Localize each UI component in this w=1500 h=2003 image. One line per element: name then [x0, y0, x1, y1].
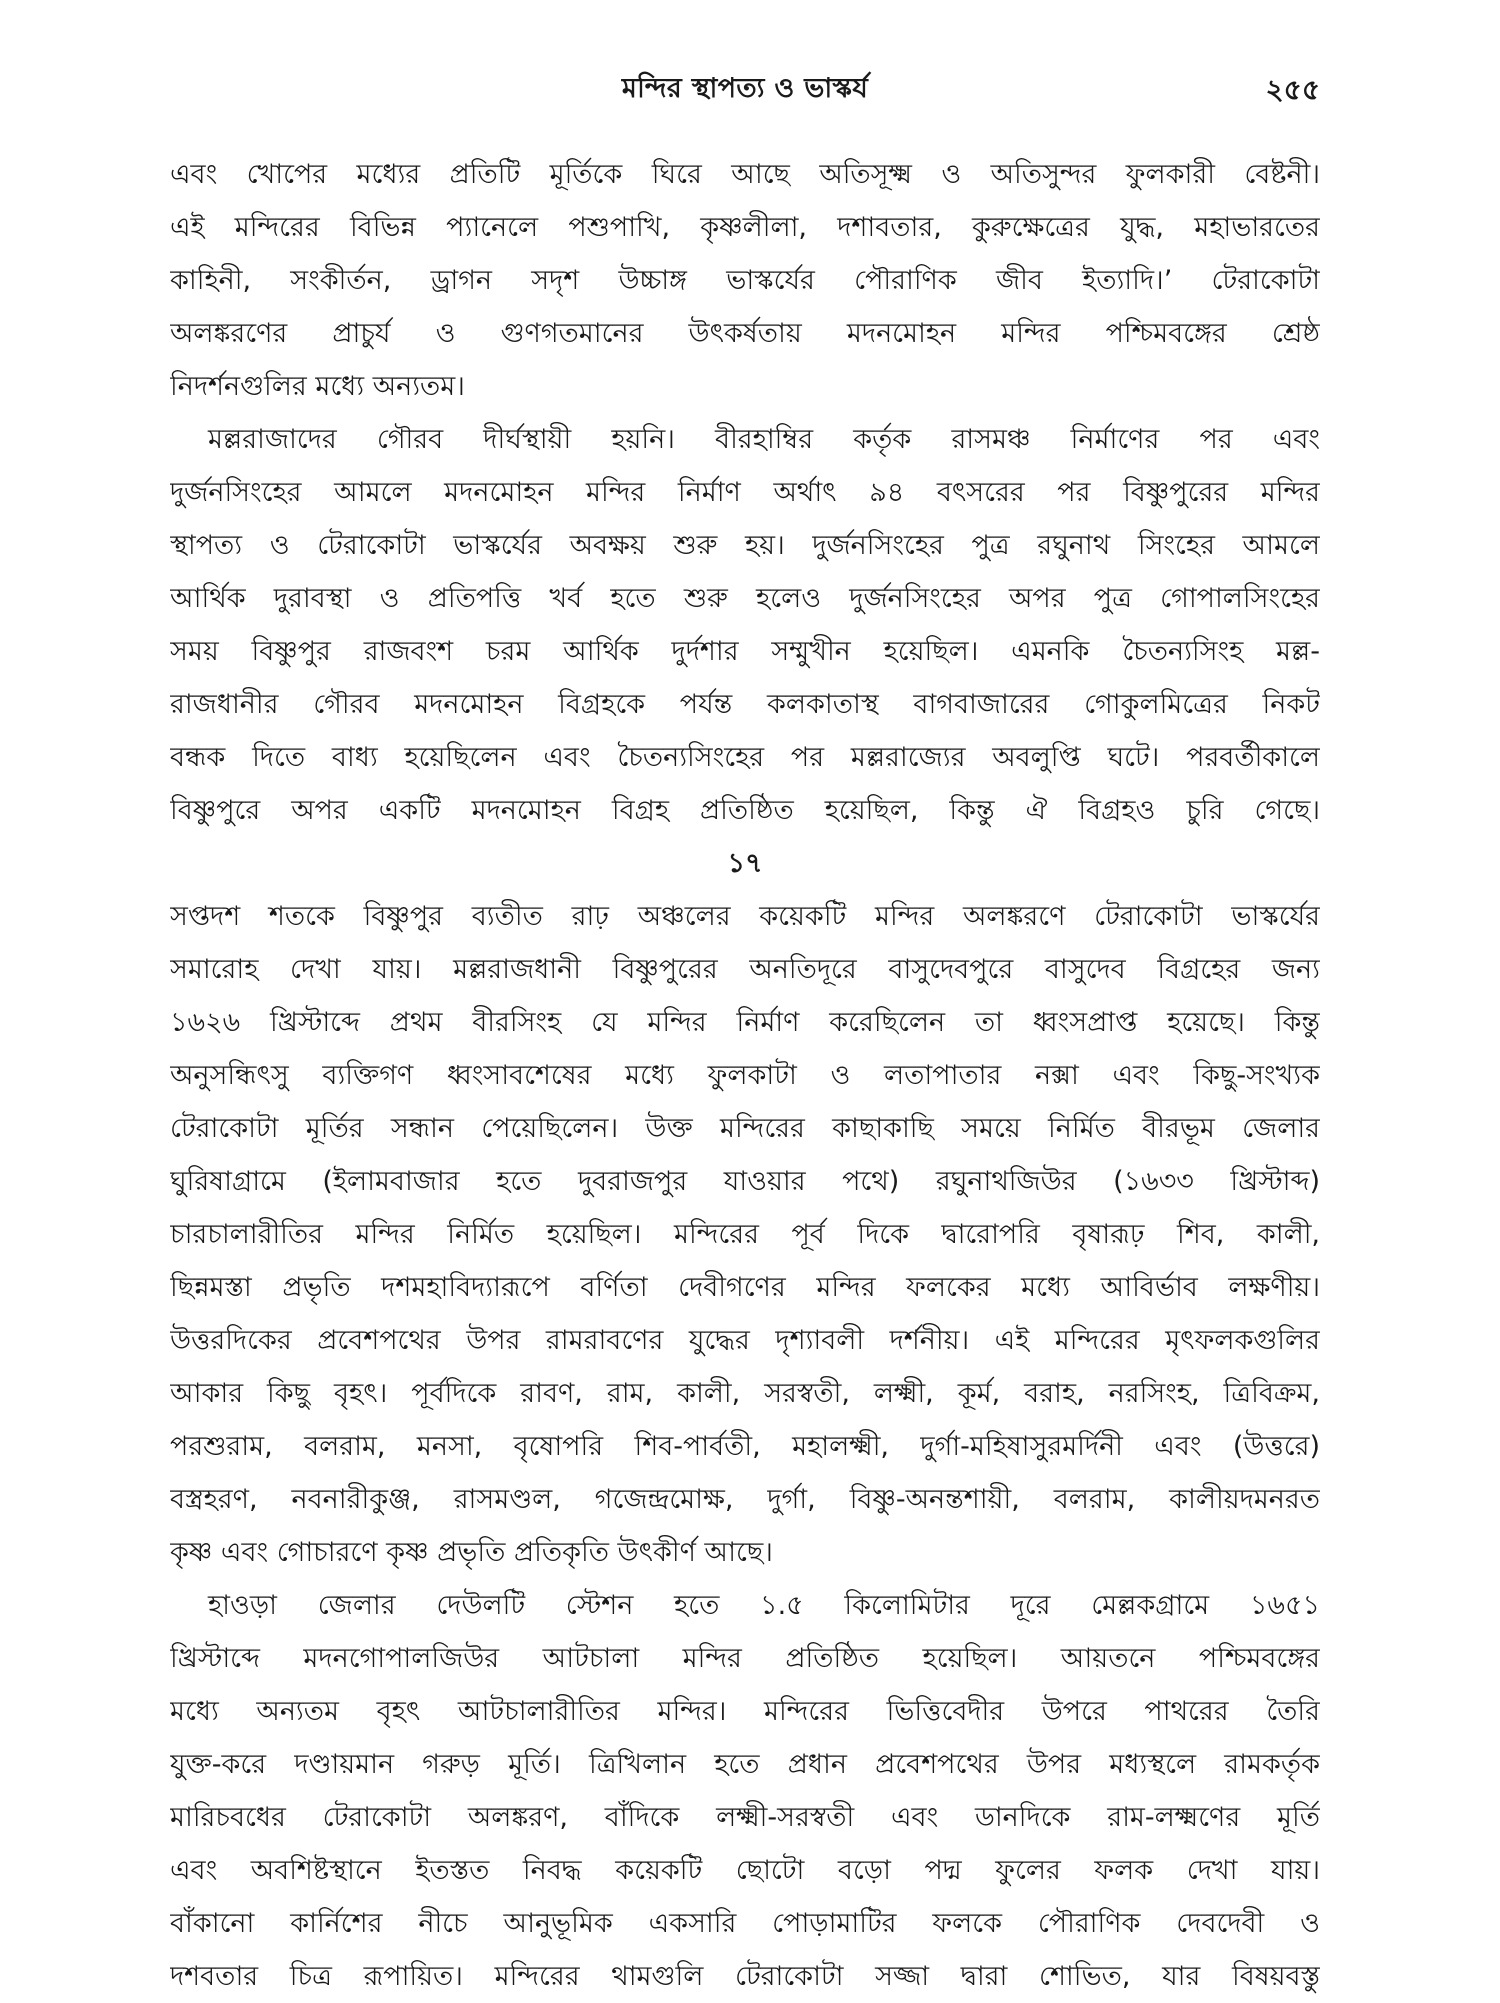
- text-line: সপ্তদশ শতকে বিষ্ণুপুর ব্যতীত রাঢ় অঞ্চলের কয়েকটি মন্দির অলঙ্করণে টেরাকোটা ভাস্কর্যের: [170, 901, 1320, 932]
- text-line: অলঙ্করণের প্রাচুর্য ও গুণগতমানের উৎকর্ষতায় মদনমোহন মন্দির পশ্চিমবঙ্গের শ্রেষ্ঠ: [170, 318, 1320, 349]
- text-line: সমারোহ দেখা যায়। মল্লরাজধানী বিষ্ণুপুরের অনতিদূরে বাসুদেবপুরে বাসুদেব বিগ্রহের জন্য: [170, 954, 1320, 985]
- text-line: নিদর্শনগুলির মধ্যে অন্যতম।: [170, 371, 465, 402]
- page-title: মন্দির স্থাপত্য ও ভাস্কর্য: [621, 73, 869, 104]
- paragraph: [170, 413, 1320, 837]
- text-line: দশবতার চিত্র রূপায়িত। মন্দিরের থামগুলি টেরাকোটা সজ্জা দ্বারা শোভিত, যার বিষয়বস্তু: [170, 1961, 1320, 1992]
- text-line: মারিচবধের টেরাকোটা অলঙ্করণ, বাঁদিকে লক্ষ্মী-সরস্বতী এবং ডানদিকে রাম-লক্ষ্মণের মূর্তি: [170, 1802, 1320, 1833]
- text-line: দুর্জনসিংহের আমলে মদনমোহন মন্দির নির্মাণ অর্থাৎ ৯৪ বৎসরের পর বিষ্ণুপুরের মন্দির: [170, 477, 1320, 508]
- text-line: চারচালারীতির মন্দির নির্মিত হয়েছিল। মন্দিরের পূর্ব দিকে দ্বারোপরি বৃষারূঢ় শিব, কালী,: [170, 1219, 1320, 1250]
- text-line: ১৬২৬ খ্রিস্টাব্দে প্রথম বীরসিংহ যে মন্দির নির্মাণ করেছিলেন তা ধ্বংসপ্রাপ্ত হয়েছে। কিন্তু: [170, 1007, 1320, 1038]
- text-line: স্থাপত্য ও টেরাকোটা ভাস্কর্যের অবক্ষয় শুরু হয়। দুর্জনসিংহের পুত্র রঘুনাথ সিংহের আমলে: [170, 530, 1320, 561]
- text-line: এবং খোপের মধ্যের প্রতিটি মূর্তিকে ঘিরে আছে অতিসূক্ষ্ম ও অতিসুন্দর ফুলকারী বেষ্টনী।: [170, 159, 1320, 190]
- text-line: আকার কিছু বৃহৎ। পূর্বদিকে রাবণ, রাম, কালী, সরস্বতী, লক্ষ্মী, কূর্ম, বরাহ, নরসিংহ, ত্রিবিক্রম,: [170, 1378, 1320, 1409]
- page-number: ২৫৫: [1265, 73, 1320, 106]
- text-line: সময় বিষ্ণুপুর রাজবংশ চরম আর্থিক দুর্দশার সম্মুখীন হয়েছিল। এমনকি চৈতন্যসিংহ মল্ল-: [170, 636, 1320, 667]
- text-line: উত্তরদিকের প্রবেশপথের উপর রামরাবণের যুদ্ধের দৃশ্যাবলী দর্শনীয়। এই মন্দিরের মৃৎফলকগুলির: [170, 1325, 1320, 1356]
- text-line: আর্থিক দুরাবস্থা ও প্রতিপত্তি খর্ব হতে শুরু হলেও দুর্জনসিংহের অপর পুত্র গোপালসিংহের: [170, 583, 1320, 614]
- text-line: খ্রিস্টাব্দে মদনগোপালজিউর আটচালা মন্দির প্রতিষ্ঠিত হয়েছিল। আয়তনে পশ্চিমবঙ্গের: [170, 1643, 1320, 1674]
- text-line: বস্ত্রহরণ, নবনারীকুঞ্জ, রাসমণ্ডল, গজেন্দ্রমোক্ষ, দুর্গা, বিষ্ণু-অনন্তশায়ী, বলরাম, কালীয়দমনরত: [170, 1484, 1320, 1515]
- text-line: বাঁকানো কার্নিশের নীচে আনুভূমিক একসারি পোড়ামাটির ফলকে পৌরাণিক দেবদেবী ও: [170, 1908, 1320, 1939]
- section-number: ১৭: [727, 848, 763, 879]
- paragraph: [170, 890, 1320, 1579]
- text-line: হাওড়া জেলার দেউলটি স্টেশন হতে ১.৫ কিলোমিটার দূরে মেল্লকগ্রামে ১৬৫১: [208, 1590, 1320, 1621]
- text-line: ঘুরিষাগ্রামে (ইলামবাজার হতে দুবরাজপুর যাওয়ার পথে) রঘুনাথজিউর (১৬৩৩ খ্রিস্টাব্দ): [170, 1166, 1320, 1197]
- text-line: মধ্যে অন্যতম বৃহৎ আটচালারীতির মন্দির। মন্দিরের ভিত্তিবেদীর উপরে পাথরের তৈরি: [170, 1696, 1320, 1727]
- text-line: বিষ্ণুপুরে অপর একটি মদনমোহন বিগ্রহ প্রতিষ্ঠিত হয়েছিল, কিন্তু ঐ বিগ্রহও চুরি গেছে।: [170, 795, 1320, 826]
- paragraph: [170, 1579, 1320, 2003]
- text-line: এবং অবশিষ্টস্থানে ইতস্তত নিবদ্ধ কয়েকটি ছোটো বড়ো পদ্ম ফুলের ফলক দেখা যায়।: [170, 1855, 1320, 1886]
- body-text: [170, 148, 1320, 2003]
- text-line: রাজধানীর গৌরব মদনমোহন বিগ্রহকে পর্যন্ত কলকাতাস্থ বাগবাজারের গোকুলমিত্রের নিকট: [170, 689, 1320, 720]
- text-line: ছিন্নমস্তা প্রভৃতি দশমহাবিদ্যারূপে বর্ণিতা দেবীগণের মন্দির ফলকের মধ্যে আবির্ভাব লক্ষণীয়।: [170, 1272, 1320, 1303]
- paragraph: [170, 148, 1320, 413]
- text-line: কৃষ্ণ এবং গোচারণে কৃষ্ণ প্রভৃতি প্রতিকৃতি উৎকীর্ণ আছে।: [170, 1537, 773, 1568]
- text-line: বন্ধক দিতে বাধ্য হয়েছিলেন এবং চৈতন্যসিংহের পর মল্লরাজ্যের অবলুপ্তি ঘটে। পরবর্তীকালে: [170, 742, 1320, 773]
- text-line: টেরাকোটা মূর্তির সন্ধান পেয়েছিলেন। উক্ত মন্দিরের কাছাকাছি সময়ে নির্মিত বীরভূম জেলার: [170, 1113, 1320, 1144]
- text-line: যুক্ত-করে দণ্ডায়মান গরুড় মূর্তি। ত্রিখিলান হতে প্রধান প্রবেশপথের উপর মধ্যস্থলে রামকর্তৃক: [170, 1749, 1320, 1780]
- running-header: [170, 60, 1320, 110]
- text-line: মল্লরাজাদের গৌরব দীর্ঘস্থায়ী হয়নি। বীরহাম্বির কর্তৃক রাসমঞ্চ নির্মাণের পর এবং: [208, 424, 1320, 455]
- text-line: এই মন্দিরের বিভিন্ন প্যানেলে পশুপাখি, কৃষ্ণলীলা, দশাবতার, কুরুক্ষেত্রের যুদ্ধ, মহাভারতের: [170, 212, 1320, 243]
- text-line: কাহিনী, সংকীর্তন, ড্রাগন সদৃশ উচ্চাঙ্গ ভাস্কর্যের পৌরাণিক জীব ইত্যাদি।’ টেরাকোটা: [170, 265, 1320, 296]
- text-line: পরশুরাম, বলরাম, মনসা, বৃষোপরি শিব-পার্বতী, মহালক্ষ্মী, দুর্গা-মহিষাসুরমর্দিনী এবং (উত্তরে): [170, 1431, 1320, 1462]
- text-line: অনুসন্ধিৎসু ব্যক্তিগণ ধ্বংসাবশেষের মধ্যে ফুলকাটা ও লতাপাতার নক্সা এবং কিছু-সংখ্যক: [170, 1060, 1320, 1091]
